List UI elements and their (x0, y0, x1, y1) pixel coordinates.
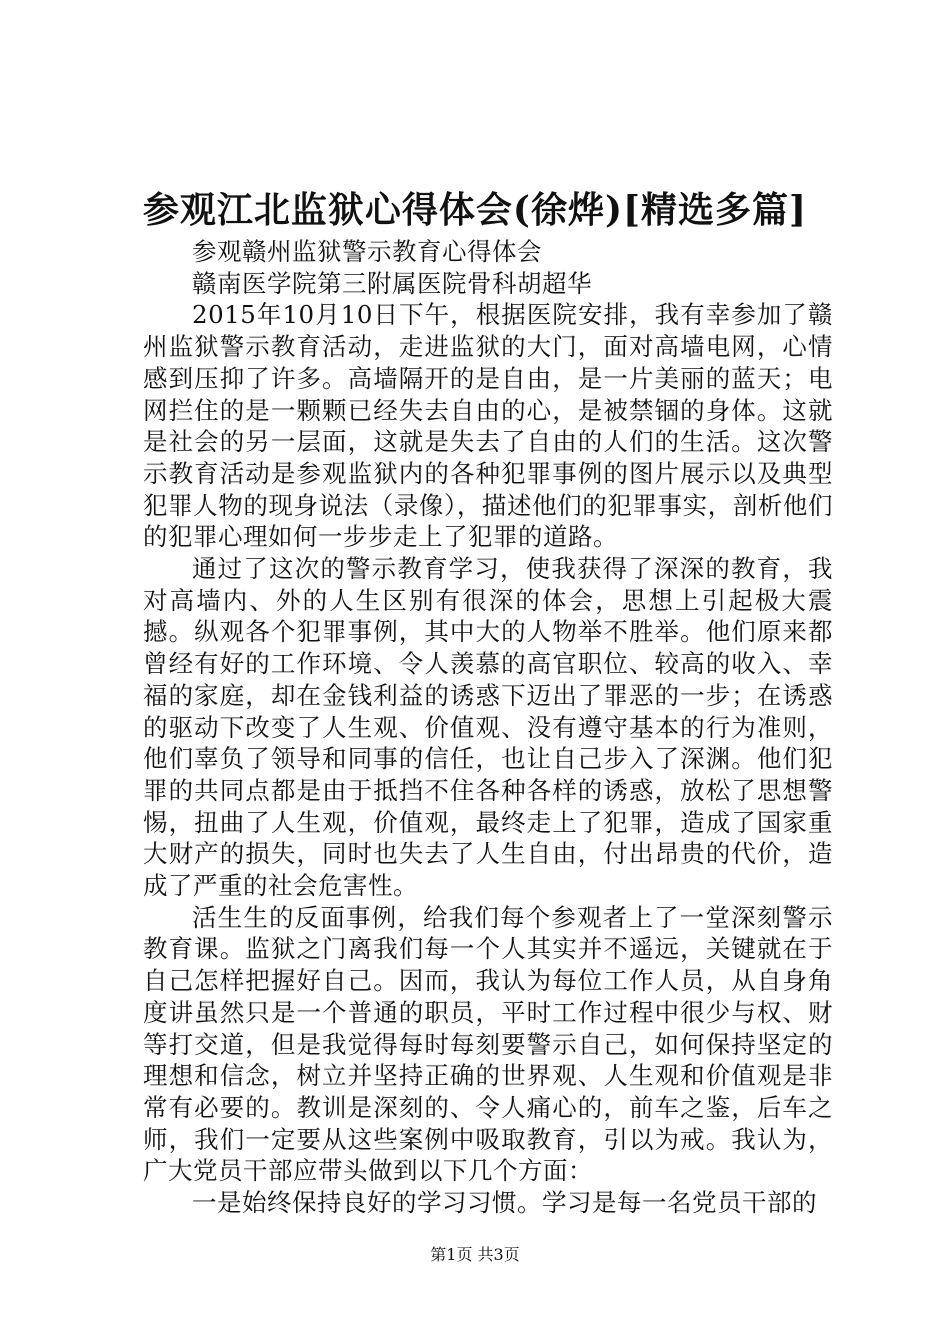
body-paragraph: 通过了这次的警示教育学习，使我获得了深深的教育，我对高墙内、外的人生区别有很深的体会，思想上引起极大震撼。纵观各个犯罪事例，其中大的人物举不胜举。他们原来都曾经有好的工作环境、令人羡慕的高官职位、较高的收入、幸福的家庭，却在金钱利益的诱惑下迈出了罪恶的一步；在诱惑的驱动下改变了人生观、价值观、没有遵守基本的行为准则，他们辜负了领导和同事的信任，也让自己步入了深渊。他们犯罪的共同点都是由于抵挡不住各种各样的诱惑，放松了思想警惕，扭曲了人生观，价值观，最终走上了犯罪，造成了国家重大财产的损失，同时也失去了人生自由，付出昂贵的代价，造成了严重的社会危害性。 (143, 554, 833, 901)
body-paragraph: 一是始终保持良好的学习习惯。学习是每一名党员干部的 (192, 1188, 817, 1218)
page-footer: 第1页 共3页 (430, 1245, 520, 1264)
subtitle-line: 参观赣州监狱警示教育心得体会 (192, 237, 542, 266)
author-line: 赣南医学院第三附属医院骨科胡超华 (192, 268, 592, 298)
document-body (143, 236, 833, 1219)
body-paragraph: 2015年10月10日下午，根据医院安排，我有幸参加了赣州监狱警示教育活动，走进监狱的大门，面对高墙电网，心情感到压抑了许多。高墙隔开的是自由，是一片美丽的蓝天；电网拦住的是一颗颗已经失去自由的心，是被禁锢的身体。这就是社会的另一层面，这就是失去了自由的人们的生活。这次警示教育活动是参观监狱内的各种犯罪事例的图片展示以及典型犯罪人物的现身说法（录像），描述他们的犯罪事实，剖析他们的犯罪心理如何一步步走上了犯罪的道路。 (143, 300, 833, 552)
document-title: 参观江北监狱心得体会(徐烨)[精选多篇] (142, 189, 808, 231)
body-paragraph: 活生生的反面事例，给我们每个参观者上了一堂深刻警示教育课。监狱之门离我们每一个人其实并不遥远，关键就在于自己怎样把握好自己。因而，我认为每位工作人员，从自身角度讲虽然只是一个普通的职员，平时工作过程中很少与权、财等打交道，但是我觉得每时每刻要警示自己，如何保持坚定的理想和信念，树立并坚持正确的世界观、人生观和价值观是非常有必要的。教训是深刻的、令人痛心的，前车之鉴，后车之师，我们一定要从这些案例中吸取教育，引以为戒。我认为，广大党员干部应带头做到以下几个方面： (143, 902, 833, 1186)
